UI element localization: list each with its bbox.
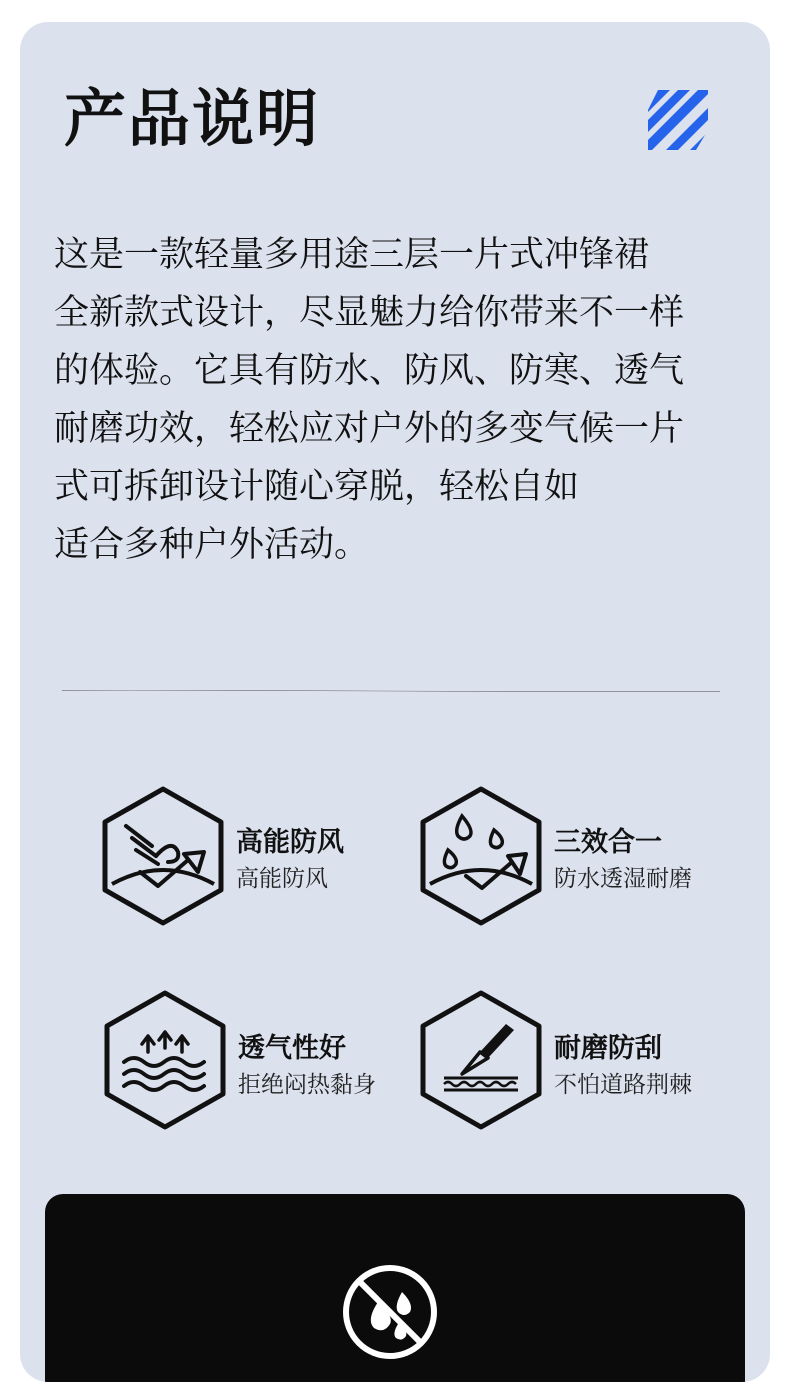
feature-subtitle: 拒绝闷热黏身 xyxy=(238,1072,376,1098)
wind-icon xyxy=(100,786,226,926)
brand-stripes-icon xyxy=(648,90,708,150)
feature-abrasion-resistant xyxy=(418,990,758,1130)
feature-breathable xyxy=(102,990,442,1130)
abrasion-blade-icon xyxy=(418,990,544,1130)
feature-windproof xyxy=(100,786,440,926)
intro-line: 式可拆卸设计随心穿脱，轻松自如 xyxy=(54,467,580,507)
intro-line: 的体验。它具有防水、防风、防寒、透气 xyxy=(54,351,685,391)
feature-subtitle: 不怕道路荆棘 xyxy=(554,1072,692,1098)
feature-three-in-one xyxy=(418,786,758,926)
feature-title: 三效合一 xyxy=(554,827,662,858)
intro-line: 耐磨功效，轻松应对户外的多变气候一片 xyxy=(54,409,685,449)
feature-title: 高能防风 xyxy=(236,827,344,858)
intro-line: 适合多种户外活动。 xyxy=(54,525,370,565)
no-water-icon xyxy=(340,1262,440,1362)
dark-feature-panel xyxy=(45,1194,745,1382)
intro-paragraph xyxy=(54,226,754,574)
product-description-card xyxy=(20,22,770,1382)
feature-subtitle: 高能防风 xyxy=(236,866,328,892)
feature-subtitle: 防水透湿耐磨 xyxy=(554,866,692,892)
water-drops-icon xyxy=(418,786,544,926)
section-divider xyxy=(62,690,720,692)
feature-title: 耐磨防刮 xyxy=(554,1033,662,1064)
breathable-waves-icon xyxy=(102,990,228,1130)
feature-title: 透气性好 xyxy=(238,1033,346,1064)
page-title: 产品说明 xyxy=(64,82,321,155)
intro-line: 全新款式设计，尽显魅力给你带来不一样 xyxy=(54,293,685,333)
intro-line: 这是一款轻量多用途三层一片式冲锋裙 xyxy=(54,235,650,275)
